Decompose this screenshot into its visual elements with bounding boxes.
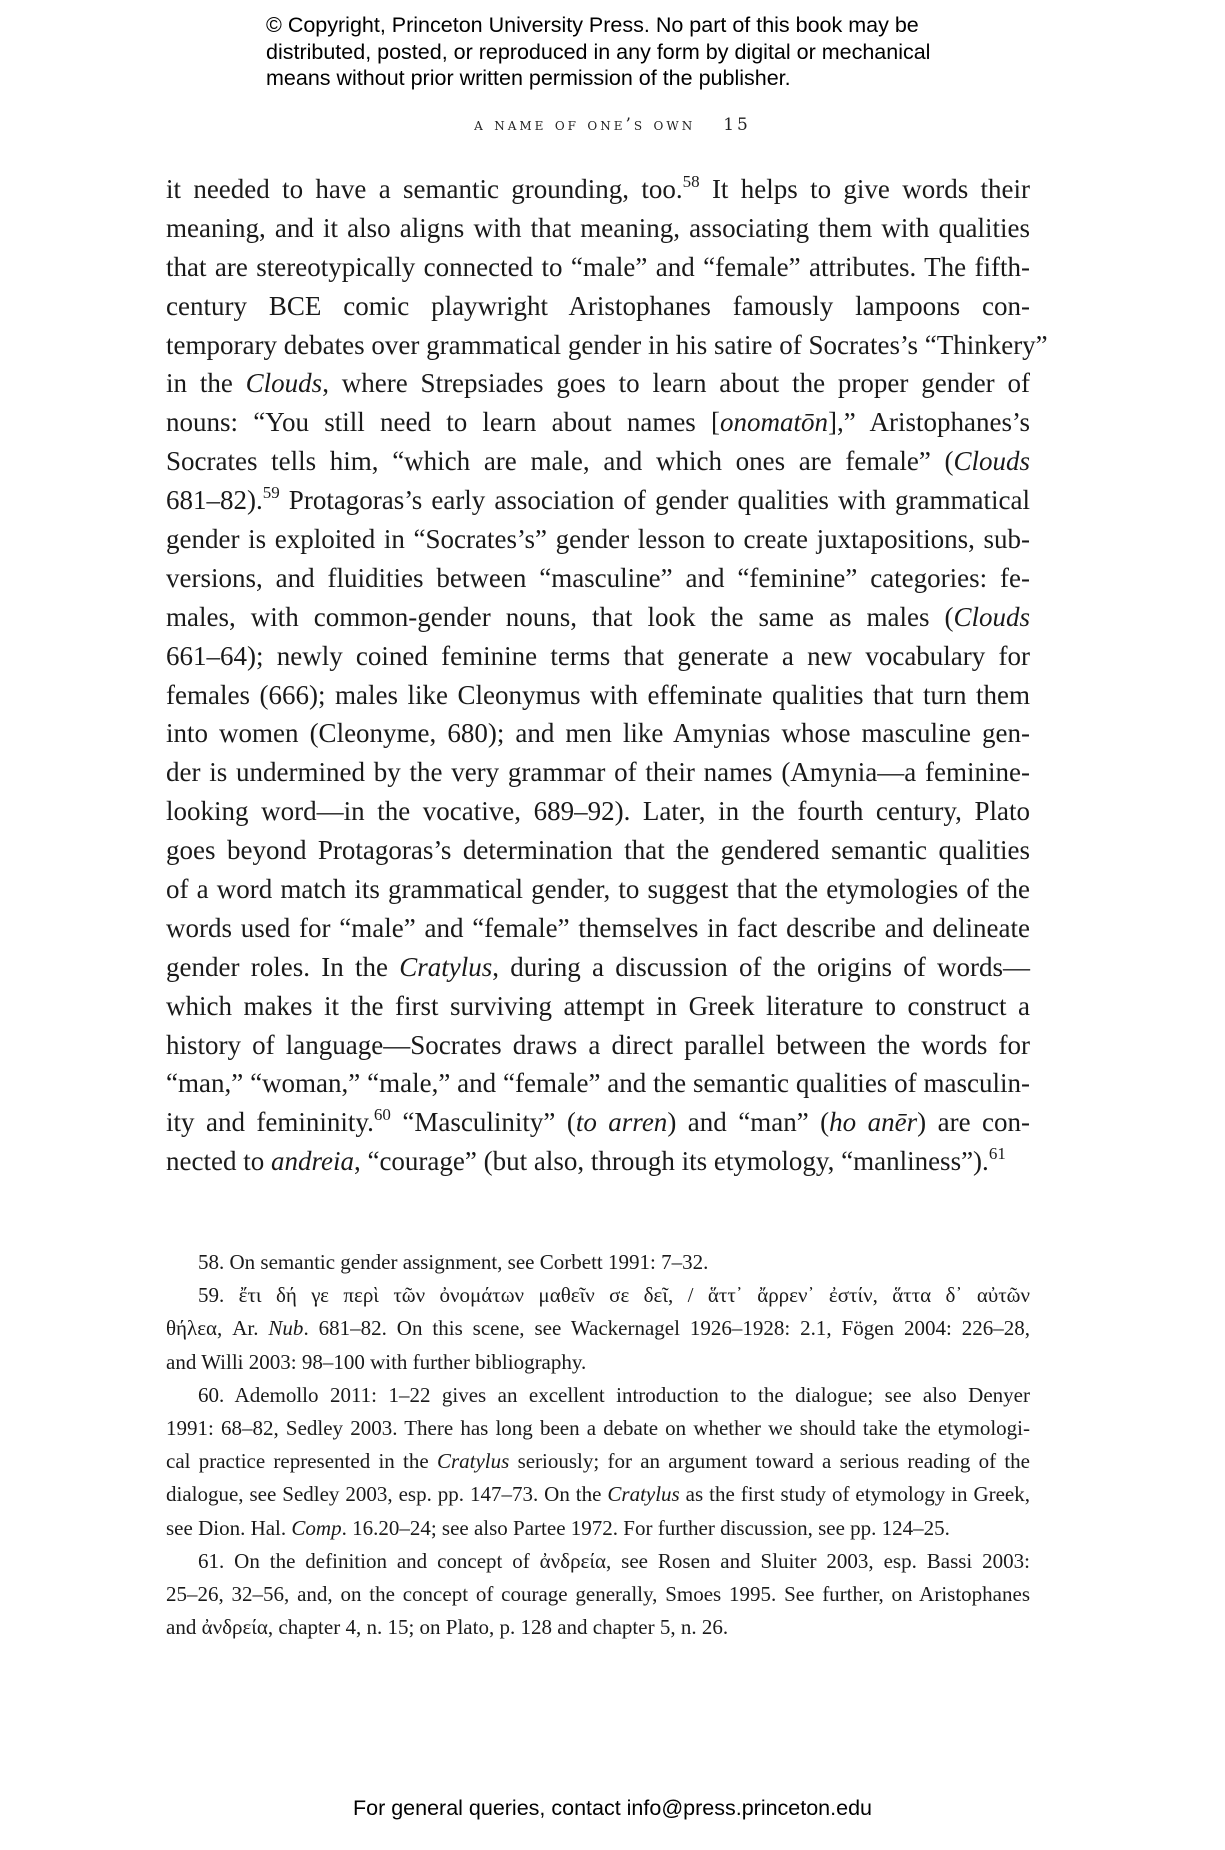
text-line: into women (Cleonyme, 680); and men like Amynias whose masculine gen- (166, 718, 1030, 749)
text-line: temporary debates over grammatical gender in his satire of Socrates’s “Thinkery” (166, 329, 1048, 360)
footnote-line: 25–26, 32–56, and, on the concept of courage generally, Smoes 1995. See further, on Aristophanes (166, 1581, 1030, 1606)
greek-term: andreia (270, 1146, 354, 1177)
footnote-line: 60. Ademollo 2011: 1–22 gives an excellent introduction to the dialogue; see also Denyer (198, 1382, 1030, 1407)
footnote-59 (166, 1279, 1030, 1379)
greek-term: ho anēr (829, 1107, 918, 1138)
footnote-58 (166, 1246, 1030, 1279)
text-line: 661–64); newly coined feminine terms that generate a new vocabulary for (166, 640, 1030, 671)
page-number: 15 (723, 115, 751, 135)
text-line: goes beyond Protagoras’s determination that the gendered semantic qualities (166, 835, 1030, 866)
footnote-line: and Willi 2003: 98–100 with further bibliography. (166, 1349, 587, 1374)
text-line: nouns: “You still need to learn about names [onomatōn],” Aristophanes’s (166, 407, 1030, 438)
footnote-line: cal practice represented in the Cratylus seriously; for an argument toward a serious reading of the (166, 1449, 1031, 1474)
text-line: looking word—in the vocative, 689–92). Later, in the fourth century, Plato (166, 796, 1030, 827)
text-line: Socrates tells him, “which are male, and which ones are female” (Clouds (166, 446, 1030, 477)
text-line: versions, and fluidities between “masculine” and “feminine” categories: fe- (166, 562, 1030, 593)
text-line: nected to andreia, “courage” (but also, through its etymology, “manliness”).$^{61}$ (166, 1144, 1006, 1177)
text-line: females (666); males like Cleonymus with effeminate qualities that turn them (166, 679, 1030, 710)
greek-term: onomatōn (720, 407, 829, 438)
footnote-61 (166, 1545, 1030, 1645)
text-line: “man,” “woman,” “male,” and “female” and the semantic qualities of masculin- (166, 1068, 1030, 1099)
text-line: of a word match its grammatical gender, to suggest that the etymologies of the (166, 874, 1030, 905)
footnote-ref[interactable]: 58 (682, 172, 700, 191)
footnotes (166, 1246, 1030, 1644)
footnote-line: and ἀνδρεία, chapter 4, n. 15; on Plato, p. 128 and chapter 5, n. 26. (166, 1615, 729, 1640)
text-line: gender roles. In the Cratylus, during a discussion of the origins of words— (166, 951, 1031, 982)
copyright-notice (266, 12, 1026, 92)
text-line: in the Clouds, where Strepsiades goes to learn about the proper gender of (166, 368, 1030, 399)
footnote-ref[interactable]: 61 (988, 1144, 1006, 1164)
work-title: Clouds (245, 368, 323, 399)
text-line: it needed to have a semantic grounding, too.$^{58}$ It helps to give words their (166, 172, 1030, 204)
greek-term: to arren (575, 1107, 668, 1138)
footnote-line: dialogue, see Sedley 2003, esp. pp. 147–73. On the Cratylus as the first study of etymology in Greek, (166, 1482, 1031, 1507)
footnote-ref[interactable]: 59 (262, 483, 280, 503)
copyright-line: © Copyright, Princeton University Press. No part of this book may be (266, 13, 919, 37)
footnote-ref[interactable]: 60 (373, 1105, 391, 1125)
text-line: century BCE comic playwright Aristophanes famously lampoons con- (166, 290, 1030, 321)
text-line: meaning, and it also aligns with that meaning, associating them with qualities (166, 212, 1030, 243)
running-head (0, 115, 1225, 135)
copyright-line: means without prior written permission of the publisher. (266, 66, 791, 90)
footer-contact: For general queries, contact info@press.princeton.edu (352, 1796, 872, 1820)
text-line: that are stereotypically connected to “male” and “female” attributes. The fifth- (166, 251, 1030, 282)
text-line: history of language—Socrates draws a direct parallel between the words for (166, 1029, 1030, 1060)
work-title: Cratylus (399, 951, 493, 982)
footnote-line: 1991: 68–82, Sedley 2003. There has long been a debate on whether we should take the etymologi- (166, 1415, 1030, 1440)
text-line: males, with common-gender nouns, that look the same as males (Clouds (166, 601, 1030, 632)
chapter-title: a name of one’s own (474, 115, 696, 135)
work-title: Clouds (953, 601, 1030, 632)
text-line: words used for “male” and “female” themselves in fact describe and delineate (166, 912, 1030, 943)
copyright-line: distributed, posted, or reproduced in any form by digital or mechanical (266, 39, 931, 64)
footnote-line: see Dion. Hal. Comp. 16.20–24; see also Partee 1972. For further discussion, see pp. 124–25. (166, 1515, 950, 1540)
text-line: 681–82).$^{59}$ Protagoras’s early association of gender qualities with grammatical (166, 483, 1030, 516)
main-text (166, 170, 1048, 1181)
footnote-line: θήλεα, Ar. Nub. 681–82. On this scene, see Wackernagel 1926–1928: 2.1, Fögen 2004: 226–28, (166, 1316, 1030, 1341)
text-line: which makes it the first surviving attempt in Greek literature to construct a (166, 990, 1030, 1021)
text-line: ity and femininity.$^{60}$ “Masculinity” (to arren) and “man” (ho anēr) are con- (166, 1105, 1030, 1138)
footnote-line: 61. On the definition and concept of ἀνδρεία, see Rosen and Sluiter 2003, esp. Bassi 2003: (198, 1548, 1030, 1573)
work-title: Clouds (953, 446, 1030, 477)
footnote-line: 58. On semantic gender assignment, see Corbett 1991: 7–32. (198, 1250, 709, 1274)
text-line: der is undermined by the very grammar of their names (Amynia—a feminine- (166, 757, 1030, 788)
text-line: gender is exploited in “Socrates’s” gender lesson to create juxtapositions, sub- (166, 524, 1030, 555)
footnote-60 (166, 1379, 1030, 1545)
footnote-line: 59. ἔτι δή γε περὶ τῶν ὀνομάτων μαθεῖν σε δεῖ, / ἅττ᾽ ἄρρεν᾽ ἐστίν, ἅττα δ᾽ αὐτῶν (198, 1283, 1030, 1308)
